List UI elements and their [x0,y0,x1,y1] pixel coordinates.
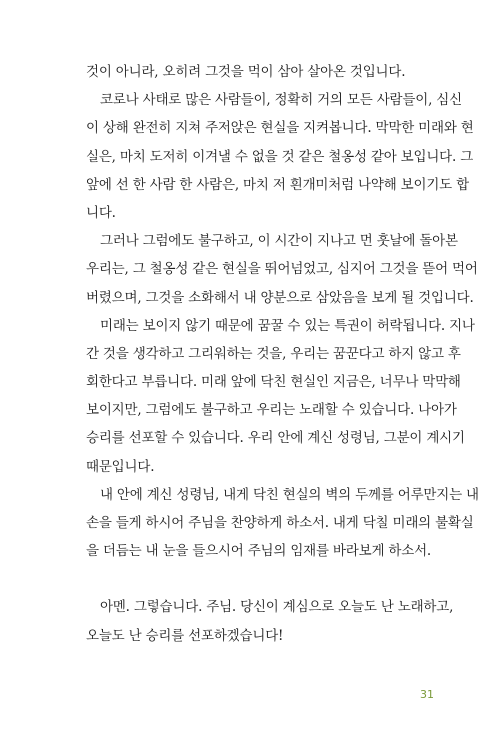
text-line: 오늘도 난 승리를 선포하겠습니다! [86,627,284,644]
paragraph [86,227,478,312]
text-line: 코로나 사태로 많은 사람들이, 정확히 거의 모든 사람들이, 심신 [100,92,462,109]
text-line: 실은, 마치 도저히 이겨낼 수 없을 것 같은 철옹성 같아 보입니다. 그 [86,148,474,165]
paragraph [86,481,479,566]
text-line: 그러나 그럼에도 불구하고, 이 시간이 지나고 먼 훗날에 돌아본 [100,233,458,250]
text-line: 미래는 보이지 않기 때문에 꿈꿀 수 있는 특권이 허락됩니다. 지나 [100,317,475,334]
body-text [86,58,479,650]
text-line: 승리를 선포할 수 있습니다. 우리 안에 계신 성령님, 그분이 계시기 [86,430,465,447]
text-line: 앞에 선 한 사람 한 사람은, 마치 저 흰개미처럼 나약해 보이기도 합 [86,176,469,193]
text-line: 버렸으며, 그것을 소화해서 내 양분으로 삼았음을 보게 될 것입니다. [86,289,474,306]
text-line: 우리는, 그 철옹성 같은 현실을 뛰어넘었고, 심지어 그것을 뜯어 먹어 [86,261,478,278]
text-line: 회한다고 부릅니다. 미래 앞에 닥친 현실인 지금은, 너무나 막막해 [86,374,461,391]
paragraph-gap [86,565,430,593]
page-number: 31 [420,688,434,701]
text-line: 니다. [86,204,116,221]
text-line: 때문입니다. [86,458,155,475]
paragraph [86,593,454,649]
paragraph [86,86,474,227]
paragraph [86,312,475,481]
text-line: 것이 아니라, 오히려 그것을 먹이 삼아 살아온 것입니다. [86,64,406,80]
text-line: 간 것을 생각하고 그리워하는 것을, 우리는 꿈꾼다고 하지 않고 후 [86,345,461,362]
text-line: 이 상해 완전히 지쳐 주저앉은 현실을 지켜봅니다. 막막한 미래와 현 [86,120,474,137]
text-line: 내 안에 계신 성령님, 내게 닥친 현실의 벽의 두께를 어루만지는 내 [100,486,479,503]
text-line: 을 더듬는 내 눈을 들으시어 주님의 임재를 바라보게 하소서. [86,543,432,560]
paragraph [86,58,430,86]
text-line: 손을 들게 하시어 주님을 찬양하게 하소서. 내게 닥칠 미래의 불확실 [86,515,474,531]
text-line: 보이지만, 그럼에도 불구하고 우리는 노래할 수 있습니다. 나아가 [86,402,457,419]
text-line: 아멘. 그렇습니다. 주님. 당신이 계심으로 오늘도 난 노래하고, [100,599,454,616]
